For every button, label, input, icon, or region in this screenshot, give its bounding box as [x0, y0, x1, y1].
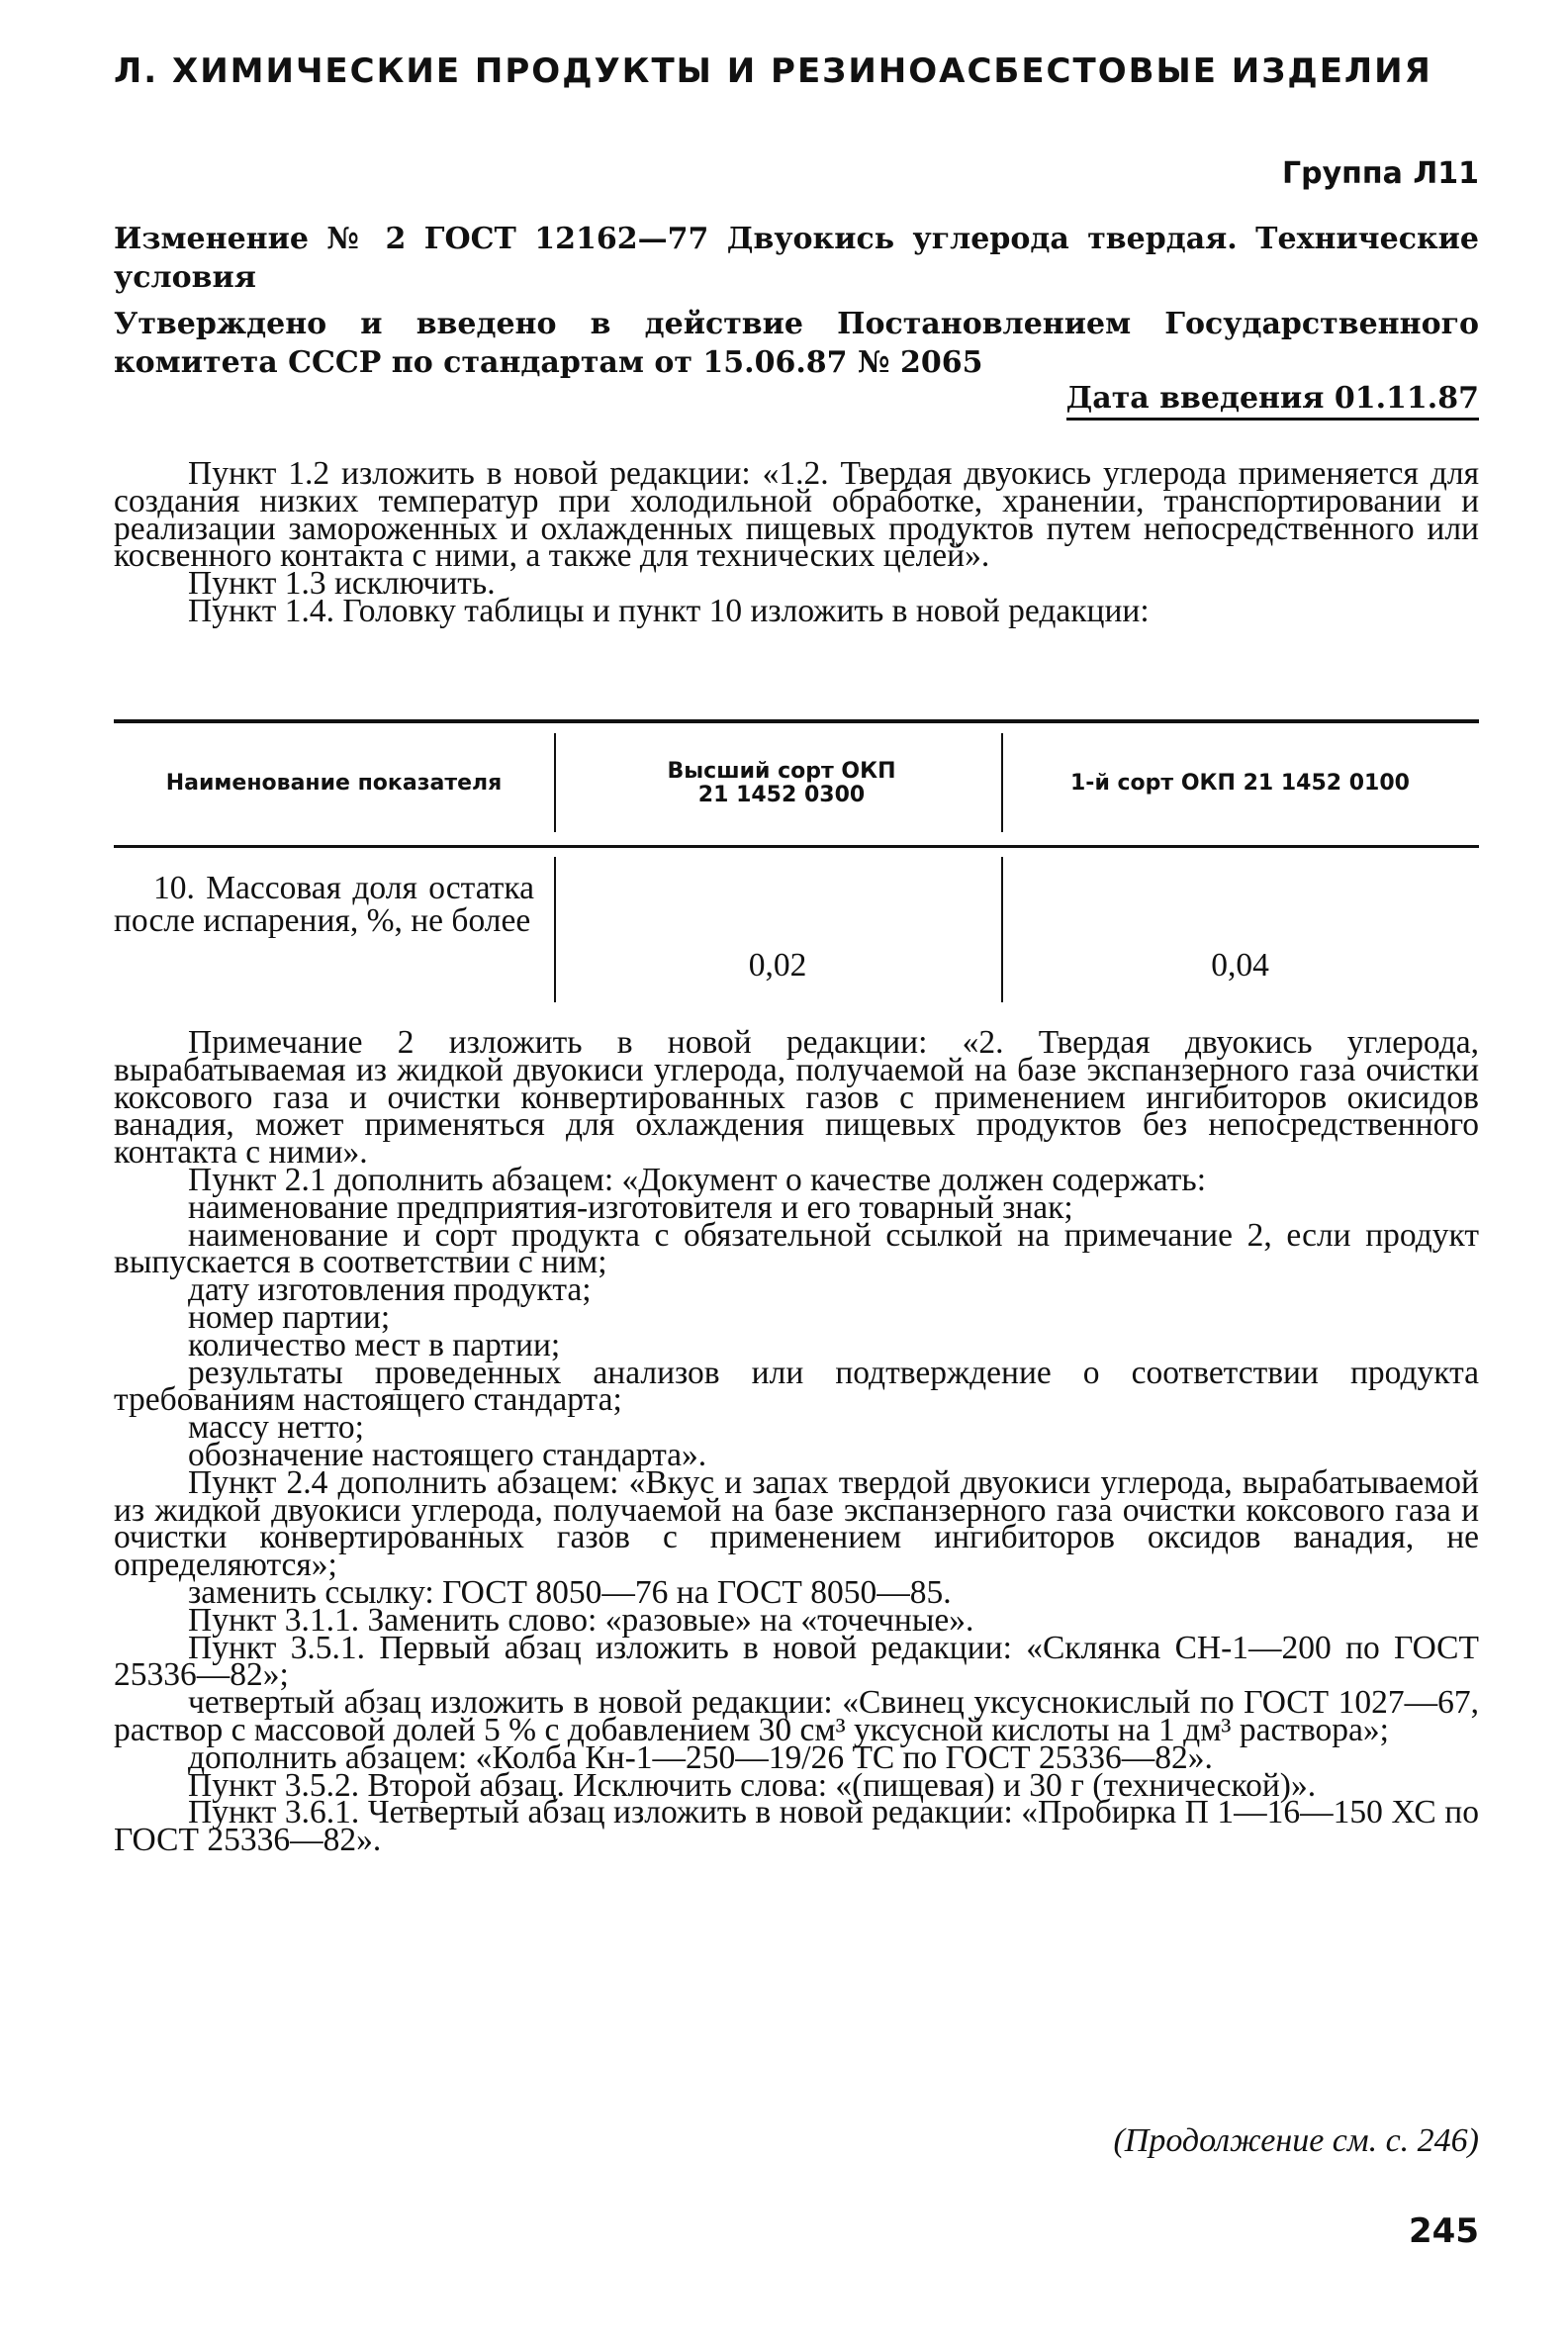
paragraph-1-4: Пункт 1.4. Головку таблицы и пункт 10 изложить в новой редакции:	[188, 592, 1150, 629]
paragraph-3-6-1: Пункт 3.6.1. Четвертый абзац изложить в новой редакции: «Пробирка П 1—16—150 ХС по ГОСТ 25336—82».	[114, 1794, 1479, 1859]
paragraph-2-1: Пункт 2.1 дополнить абзацем: «Документ о качестве должен содержать:	[188, 1161, 1207, 1198]
approval-text: Утверждено и введено в действие Постановлением Государственного комитета СССР по стандартам от 15.06.87 № 2065	[114, 307, 1479, 380]
list-item: дату изготовления продукта;	[188, 1271, 592, 1309]
section-heading: Л. ХИМИЧЕСКИЕ ПРОДУКТЫ И РЕЗИНОАСБЕСТОВЫЕ ИЗДЕЛИЯ	[114, 51, 1432, 91]
paragraph-2-4-reference: заменить ссылку: ГОСТ 8050—76 на ГОСТ 8050—85.	[188, 1573, 952, 1611]
list-item: обозначение настоящего стандарта».	[188, 1436, 707, 1473]
page-number: 245	[1409, 2211, 1479, 2251]
list-item: массу нетто;	[188, 1409, 364, 1447]
introduction-date: Дата введения 01.11.87	[1066, 381, 1479, 421]
column-header-top-grade: Высший сорт ОКП 21 1452 0300	[667, 759, 896, 807]
paragraph-3-1-1: Пункт 3.1.1. Заменить слово: «разовые» на «точечные».	[188, 1601, 974, 1639]
list-item: наименование предприятия-изготовителя и его товарный знак;	[188, 1188, 1073, 1226]
continued-note: (Продолжение см. с. 246)	[1113, 2122, 1479, 2159]
list-item: результаты проведенных анализов или подтверждение о соответствии продукта требованиям настоящего стандарта;	[114, 1354, 1479, 1419]
specification-table	[114, 719, 1479, 1002]
paragraph-3-5-1-fourth: четвертый абзац изложить в новой редакции: «Свинец уксуснокислый по ГОСТ 1027—67, раствор с массовой долей 5 % с добавлением 30 см³ уксусной кислоты на 1 дм³ раствора»;	[114, 1684, 1479, 1748]
paragraph-2-4: Пункт 2.4 дополнить абзацем: «Вкус и запах твердой двуокиси углерода, вырабатываемой из жидкой двуокиси углерода, получаемой на базе экспанзерного газа очистки коксового газа и очистки конвертированных газов с применением ингибиторов оксидов ванадия, не определяются»;	[114, 1463, 1479, 1584]
table-divider	[554, 733, 556, 832]
text-block-2	[114, 1024, 1479, 1859]
table-cell-top-grade: 0,02	[748, 947, 807, 984]
note-2: Примечание 2 изложить в новой редакции: «2. Твердая двуокись углерода, вырабатываемая из жидкой двуокиси углерода, получаемой на базе экспанзерного газа очистки коксового газа и очистки конвертированных газов с применением ингибиторов окисидов ванадия, может применяться для охлаждения пищевых продуктов без непосредственного контакта с ними».	[114, 1024, 1479, 1172]
list-item: наименование и сорт продукта с обязательной ссылкой на примечание 2, если продукт выпускается в соответствии с ним;	[114, 1216, 1479, 1281]
table-cell-indicator: 10. Массовая доля остатка после испарения, %, не более	[114, 870, 534, 939]
paragraph-3-5-1: Пункт 3.5.1. Первый абзац изложить в новой редакции: «Склянка СН-1—200 по ГОСТ 25336—82»;	[114, 1629, 1479, 1694]
column-header-name: Наименование показателя	[165, 771, 503, 796]
text-block-1	[114, 455, 1479, 629]
list-item: номер партии;	[188, 1298, 391, 1336]
paragraph-1-2: Пункт 1.2 изложить в новой редакции: «1.2. Твердая двуокись углерода применяется для создания низких температур при холодильной обработке, хранении, транспортировании и реализации замороженных и охлажденных пищевых продуктов путем непосредственного или косвенного контакта с ними, а также для технических целей».	[114, 455, 1479, 575]
paragraph-1-3: Пункт 1.3 исключить.	[188, 565, 496, 603]
table-cell-first-grade: 0,04	[1211, 947, 1269, 984]
paragraph-3-5-2: Пункт 3.5.2. Второй абзац. Исключить слова: «(пищевая) и 30 г (технической)».	[188, 1766, 1317, 1804]
amendment-title: Изменение № 2 ГОСТ 12162—77 Двуокись углерода твердая. Технические условия	[114, 222, 1479, 295]
paragraph-3-5-1-added: дополнить абзацем: «Колба Кн-1—250—19/26 ТС по ГОСТ 25336—82».	[188, 1738, 1213, 1776]
group-label: Группа Л11	[1282, 156, 1479, 191]
table-header-rule	[114, 845, 1479, 848]
column-header-first-grade: 1-й сорт ОКП 21 1452 0100	[1070, 771, 1410, 796]
list-item: количество мест в партии;	[188, 1326, 561, 1363]
